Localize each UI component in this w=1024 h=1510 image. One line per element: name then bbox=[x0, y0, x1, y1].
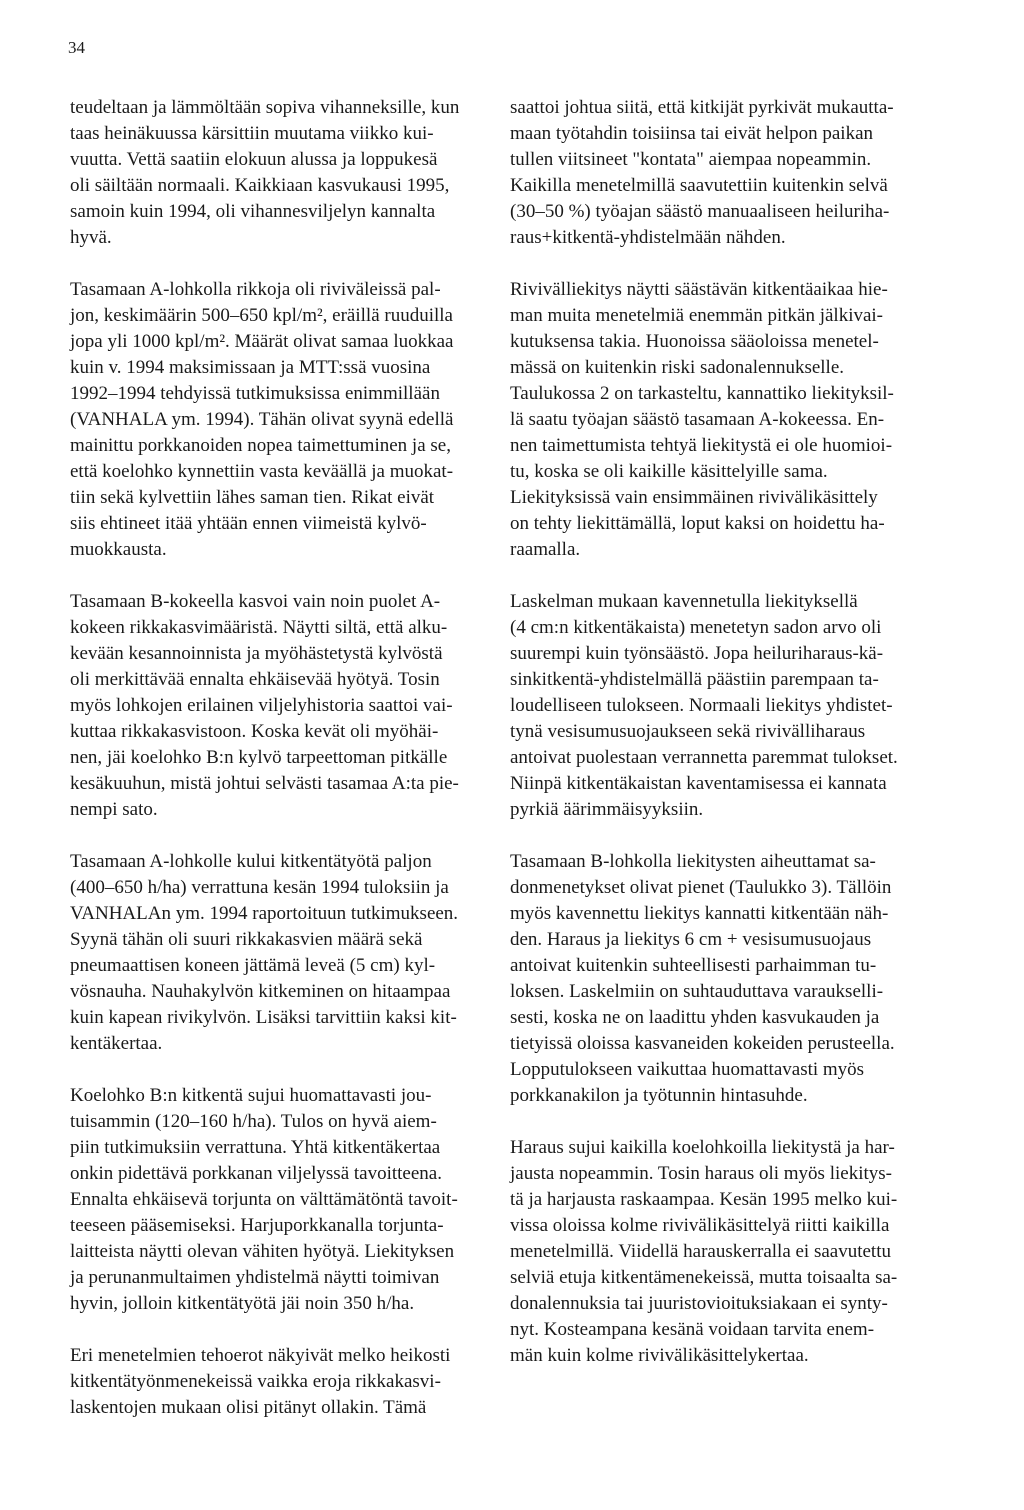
paragraph: Tasamaan B-lohkolla liekitysten aiheuttamat sa- donmenetykset olivat pienet (Taulukko 3). Tällöin myös kavennettu liekitys kannatti kitkentään näh- den. Haraus ja liekitys 6 cm + vesisumusuojaus antoivat kuitenkin suhteellisesti parhaimman tu- loksen. Laskelmiin on suhtauduttava varaukselli- sesti, koska ne on laadittu yhden kasvukauden ja tietyissä oloissa kasvaneiden kokeiden perusteella. Lopputulokseen vaikuttaa huomattavasti myös porkkanakilon ja työtunnin hintasuhde. bbox=[510, 851, 895, 1106]
paragraph: Koelohko B:n kitkentä sujui huomattavasti jou- tuisammin (120–160 h/ha). Tulos on hyvä aiem- piin tutkimuksiin verrattuna. Yhtä kitkentäkertaa onkin pidettävä porkkanan viljelyssä tavoitteena. Ennalta ehkäisevä torjunta on välttämätöntä tavoit- teeseen pääsemiseksi. Harjuporkkanalla torjunta- laitteista näytti olevan vähiten hyötyä. Liekityksen ja perunanmultaimen yhdistelmä näytti toimivan hyvin, jolloin kitkentätyötä jäi noin 350 h/ha. bbox=[70, 1085, 458, 1314]
paragraph: Haraus sujui kaikilla koelohkoilla liekitystä ja har- jausta nopeammin. Tosin haraus oli myös liekitys- tä ja harjausta raskaampaa. Kesän 1995 melko kui- vissa oloissa kolme rivivälikäsittelyä riitti kaikilla menetelmillä. Viidellä harauskerralla ei saavutettu selviä etuja kitkentämenekeissä, mutta toisaalta sa- donalennuksia tai juuristovioituksiakaan ei synty- nyt. Kosteampana kesänä voidaan tarvita enem- män kuin kolme rivivälikäsittelykertaa. bbox=[510, 1137, 898, 1366]
left-column bbox=[70, 95, 486, 1421]
right-column bbox=[510, 95, 910, 1369]
paragraph: Tasamaan A-lohkolle kului kitkentätyötä paljon (400–650 h/ha) verrattuna kesän 1994 tuloksiin ja VANHALAn ym. 1994 raportoituun tutkimukseen. Syynä tähän oli suuri rikkakasvien määrä sekä pneumaattisen koneen jättämä leveä (5 cm) kyl- vösnauha. Nauhakylvön kitkeminen on hitaampaa kuin kapean rivikylvön. Lisäksi tarvittiin kaksi kit- kentäkertaa. bbox=[70, 851, 459, 1054]
paragraph: Tasamaan B-kokeella kasvoi vain noin puolet A- kokeen rikkakasvimääristä. Näytti siltä, että alku- kevään kesannoinnista ja myöhästetystä kylvöstä oli merkittävää ennalta ehkäisevää hyötyä. Tosin myös lohkojen erilainen viljelyhistoria saattoi vai- kuttaa rikkakasvistoon. Koska kevät oli myöhäi- nen, jäi koelohko B:n kylvö tarpeettoman pitkälle kesäkuuhun, mistä johtui selvästi tasamaa A:ta pie- nempi sato. bbox=[70, 591, 459, 820]
paragraph: Tasamaan A-lohkolla rikkoja oli riviväleissä pal- jon, keskimäärin 500–650 kpl/m², eräillä ruuduilla jopa yli 1000 kpl/m². Määrät olivat samaa luokkaa kuin v. 1994 maksimissaan ja MTT:ssä vuosina 1992–1994 tehdyissä tutkimuksissa enimmillään (VANHALA ym. 1994). Tähän olivat syynä edellä mainittu porkkanoiden nopea taimettuminen ja se, että koelohko kynnettiin vasta keväällä ja muokat- tiin sekä kylvettiin lähes saman tien. Rikat eivät siis ehtineet itää yhtään ennen viimeistä kylvö- muokkausta. bbox=[70, 279, 454, 560]
paragraph: Laskelman mukaan kavennetulla liekityksellä (4 cm:n kitkentäkaista) menetetyn sadon arvo oli suurempi kuin työnsäästö. Jopa heiluriharaus-kä- sinkitkentä-yhdistelmällä päästiin parempaan ta- loudelliseen tulokseen. Normaali liekitys yhdistet- tynä vesisumusuojaukseen sekä rivivälliharaus antoivat puolestaan verrannetta paremmat tulokset. Niinpä kitkentäkaistan kaventamisessa ei kannata pyrkiä äärimmäisyyksiin. bbox=[510, 591, 898, 820]
paragraph: teudeltaan ja lämmöltään sopiva vihanneksille, kun taas heinäkuussa kärsittiin muutama viikko kui- vuutta. Vettä saatiin elokuun alussa ja loppukesä oli säiltään normaali. Kaikkiaan kasvukausi 1995, samoin kuin 1994, oli vihannesviljelyn kannalta hyvä. bbox=[70, 97, 460, 248]
paragraph: saattoi johtua siitä, että kitkijät pyrkivät mukautta- maan työtahdin toisiinsa tai eivät helpon paikan tullen viitsineet "kontata" aiempaa nopeammin. Kaikilla menetelmillä saavutettiin kuitenkin selvä (30–50 %) työajan säästö manuaaliseen heiluriha- raus+kitkentä-yhdistelmään nähden. bbox=[510, 97, 894, 248]
paragraph: Rivivälliekitys näytti säästävän kitkentäaikaa hie- man muita menetelmiä enemmän pitkän jälkivai- kutuksensa takia. Huonoissa sääoloissa menetel- mässä on kuitenkin riski sadonalennukselle. Taulukossa 2 on tarkasteltu, kannattiko liekityksil- lä saatu työajan säästö tasamaan A-kokeessa. En- nen taimettumista tehtyä liekitystä ei ole huomioi- tu, koska se oli kaikille käsittelyille sama. Liekityksissä vain ensimmäinen rivivälikäsittely on tehty liekittämällä, loput kaksi on hoidettu ha- raamalla. bbox=[510, 279, 894, 560]
paragraph: Eri menetelmien tehoerot näkyivät melko heikosti kitkentätyönmenekeissä vaikka eroja rikkakasvi- laskentojen mukaan olisi pitänyt ollakin. Tämä bbox=[70, 1345, 451, 1418]
page-number: 34 bbox=[68, 38, 85, 57]
